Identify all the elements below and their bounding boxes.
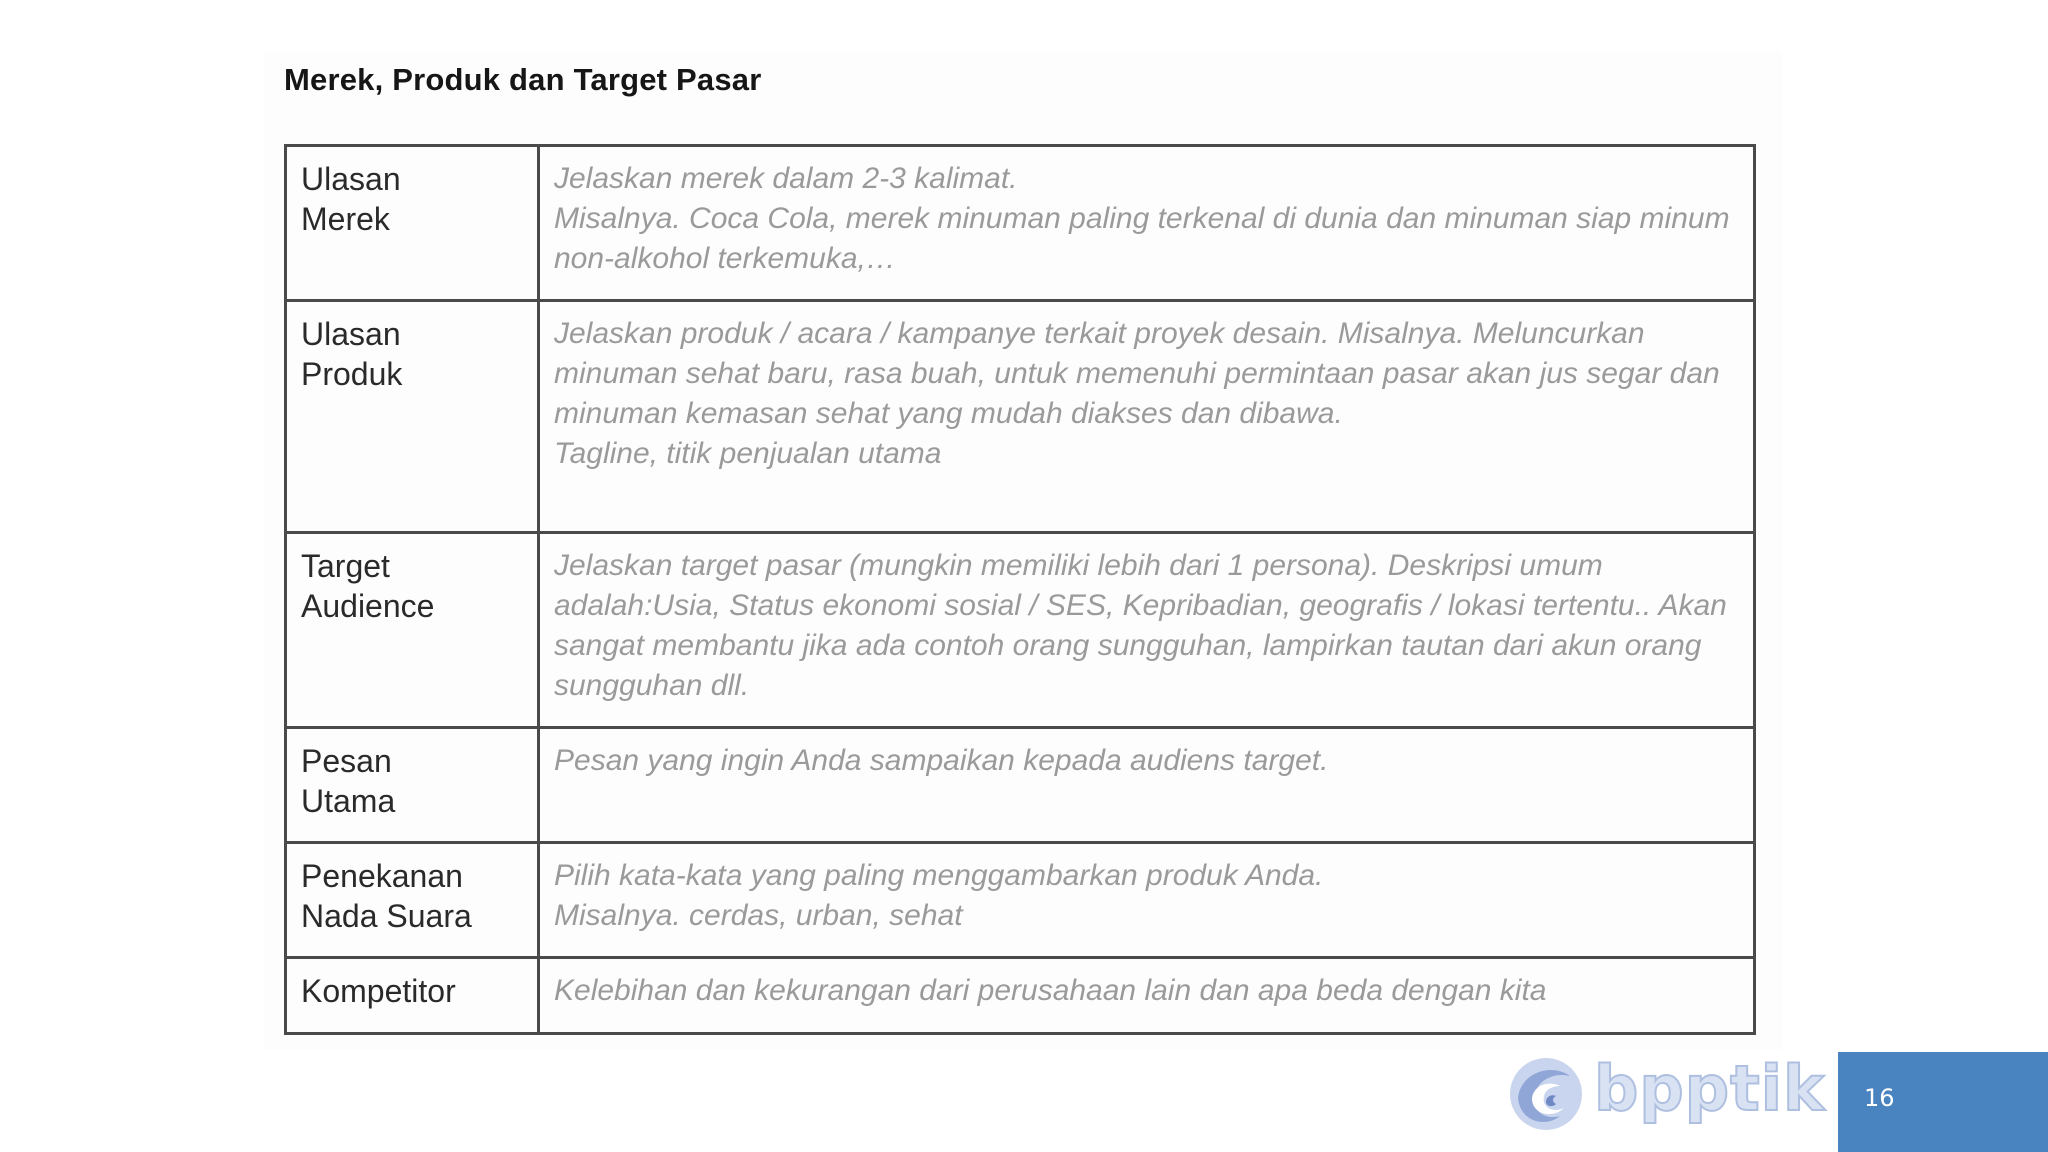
table-row — [286, 728, 1755, 843]
row-label-text: Ulasan Produk — [301, 316, 403, 392]
table-row — [286, 301, 1755, 533]
row-description: Jelaskan target pasar (mungkin memiliki lebih dari 1 persona). Deskripsi umum adalah:Usia, Status ekonomi sosial / SES, Kepribadian, geografis / lokasi tertentu.. Akan sangat membantu jika ada contoh orang sungguhan, lampirkan tautan dari akun orang sungguhan dll. — [539, 533, 1755, 728]
slide-number: 16 — [1864, 1084, 1895, 1112]
row-description: Pilih kata-kata yang paling menggambarkan produk Anda. Misalnya. cerdas, urban, sehat — [539, 843, 1755, 958]
slide-number-box — [1838, 1052, 2048, 1152]
document-image — [264, 52, 1782, 1050]
row-label-text: Kompetitor — [301, 973, 456, 1009]
table-row — [286, 146, 1755, 301]
row-description: Pesan yang ingin Anda sampaikan kepada audiens target. — [539, 728, 1755, 843]
row-label-text: Pesan Utama — [301, 743, 396, 819]
wave-logo-icon — [1506, 1054, 1586, 1134]
row-description: Jelaskan produk / acara / kampanye terkait proyek desain. Misalnya. Meluncurkan minuman sehat baru, rasa buah, untuk memenuhi permintaan pasar akan jus segar dan minuman kemasan sehat yang mudah diakses dan dibawa. Tagline, titik penjualan utama — [539, 301, 1755, 533]
row-label-text: Ulasan Merek — [301, 161, 401, 237]
row-label — [286, 728, 539, 843]
table-row — [286, 533, 1755, 728]
row-label — [286, 843, 539, 958]
row-description: Jelaskan merek dalam 2-3 kalimat. Misalnya. Coca Cola, merek minuman paling terkenal di dunia dan minuman siap minum non-alkohol terkemuka,… — [539, 146, 1755, 301]
table-row — [286, 958, 1755, 1034]
table-row — [286, 843, 1755, 958]
row-label-text: Target Audience — [301, 548, 435, 624]
brief-table — [284, 144, 1756, 1035]
bpptik-logo — [1506, 1052, 1826, 1134]
document-title: Merek, Produk dan Target Pasar — [284, 62, 762, 97]
row-description: Kelebihan dan kekurangan dari perusahaan lain dan apa beda dengan kita — [539, 958, 1755, 1034]
row-label — [286, 301, 539, 533]
row-label-text: Penekanan Nada Suara — [301, 858, 472, 934]
logo-text: bpptik — [1594, 1052, 1826, 1125]
row-label — [286, 958, 539, 1034]
row-label — [286, 533, 539, 728]
row-label — [286, 146, 539, 301]
